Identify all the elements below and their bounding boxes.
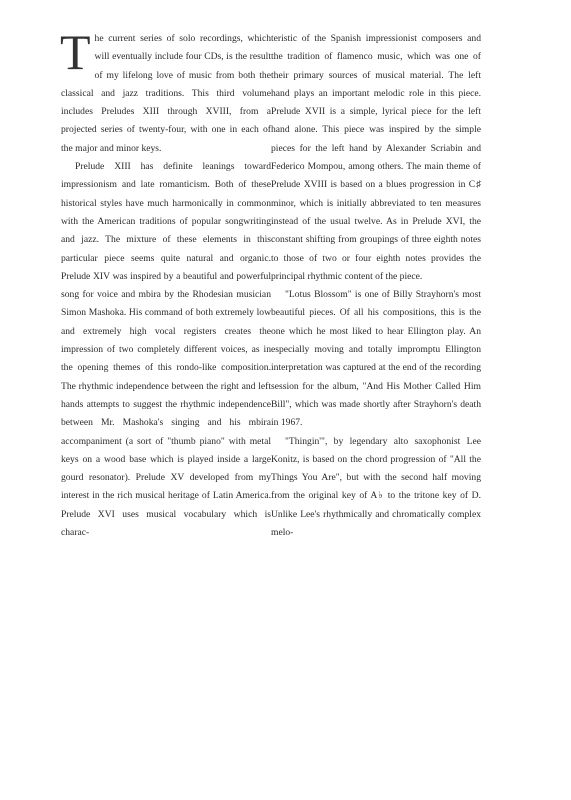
right-column <box>271 30 481 542</box>
drop-cap: T <box>60 24 91 80</box>
paragraph-preludes: Prelude XIII has definite leanings toward impressionism and late romanticism. Both of these historical styles have much harmonically in common with the American traditions of popular songwriting and jazz. The mixture of these elements in this particular piece seems quite natural and organic. Prelude XIV was inspired by a beautiful and powerful song for voice and mbira by the Rhodesian musician Simon Mashoka. His command of both extremely low and extremely high vocal registers creates the impression of two completely different voices, as in the opening themes of this rondo-like composition. The rhythmic independence between the right and left hands attempts to suggest the rhythmic independence between Mr. Mashoka's singing and his mbira accompaniment (a sort of "thumb piano" with metal keys on a wood base which is played inside a large gourd resonator). Prelude XV developed from my interest in the rich musical heritage of Latin America. Prelude XVI uses musical vocabulary which is charac- <box>61 161 271 539</box>
paragraph-preludes-continued: teristic of the Spanish impressionist composers and the tradition of flamenco music, which was one of their primary sources of musical material. The left hand plays an important melodic role in this piece. Prelude XVII is a simple, lyrical piece for the left hand alone. This piece was inspired by the simple pieces for the left hand by Alexander Scriabin and Federico Mompou, among others. The main theme of Prelude XVIII is based on a blues progression in C♯ minor, which is initially abbreviated to ten measures instead of the usual twelve. As in Prelude XVI, the constant shifting from groupings of three eighth notes to those of two or four eighth notes provides the principal rhythmic content of the piece. <box>271 33 481 282</box>
paragraph-lotus-blossom: "Lotus Blossom" is one of Billy Strayhorn's most beautiful pieces. Of all his compositions, this is the one which he most liked to hear Ellington play. An especially moving and totally impromptu Ellington interpretation was captured at the end of the recording session for the album, "And His Mother Called Him Bill", which was made shortly after Strayhorn's death in 1967. <box>271 289 481 429</box>
left-column <box>60 24 271 542</box>
intro-text: he current series of solo recordings, which will eventually include four CDs, is the result of my lifelong love of music from both the classical and jazz traditions. This third volume includes Preludes XIII through XVIII, from a projected series of twenty-four, with one in each of the major and minor keys. <box>61 33 271 154</box>
paragraph-thingin: "Thingin'", by legendary alto saxophonist Lee Konitz, is based on the chord progression of "All the Things You Are", but with the second half moving from the original key of A♭ to the tritone key of D. Unlike Lee's rhythmically and chromatically complex melo- <box>271 435 481 539</box>
paragraph-intro <box>60 24 271 158</box>
